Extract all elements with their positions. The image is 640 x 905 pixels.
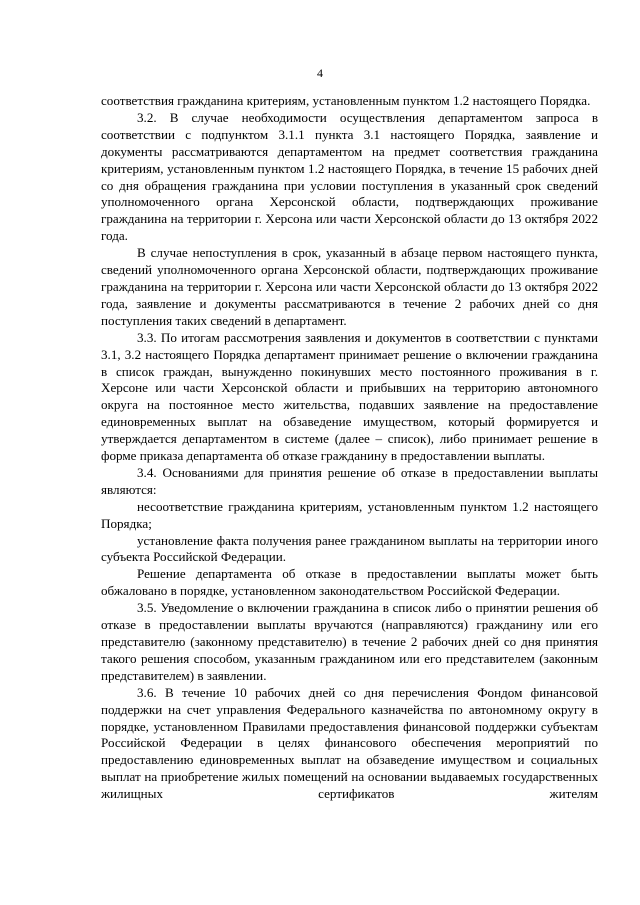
paragraph-3-2: 3.2. В случае необходимости осуществления департаментом запроса в соответствии с подпунктом 3.1.1 пункта 3.1 настоящего Порядка, заявление и документы рассматриваются департаментом на предмет соответствия гражданина критериям, установленным пунктом 1.2 настоящего Порядка, в течение 15 рабочих дней со дня обращения гражданина при условии поступления в указанный срок сведений уполномоченного органа Херсонской области, подтверждающих проживание гражданина на территории г. Херсона или части Херсонской области до 13 октября 2022 года. (101, 109, 598, 244)
paragraph-3-4: 3.4. Основаниями для принятия решение об отказе в предоставлении выплаты являются: (101, 464, 598, 497)
paragraph-3-6: 3.6. В течение 10 рабочих дней со дня перечисления Фондом финансовой поддержки на счет управления Федерального казначейства по автономному округу в порядке, установленном Правилами предоставления финансовой поддержки субъектам Российской Федерации в целях финансового обеспечения мероприятий по предоставлению единовременных выплат на обзаведение имуществом и социальных выплат на приобретение жилых помещений на основании выдаваемых государственных жилищных сертификатов жителям (101, 684, 598, 802)
paragraph-3-2-second: В случае непоступления в срок, указанный в абзаце первом настоящего пункта, сведений уполномоченного органа Херсонской области, подтверждающих проживание гражданина на территории г. Херсона или части Херсонской области до 13 октября 2022 года, заявление и документы рассматриваются в течение 2 рабочих дней со дня поступления таких сведений в департамент. (101, 245, 598, 328)
page-number: 4 (317, 66, 323, 80)
paragraph-3-4-item-2: установление факта получения ранее гражданином выплаты на территории иного субъекта Российской Федерации. (101, 532, 598, 565)
paragraph-3-5: 3.5. Уведомление о включении гражданина в список либо о принятии решения об отказе в предоставлении выплаты вручаются (направляются) гражданину или его представителю (законному представителю) в течение 2 рабочих дней со дня принятия такого решения способом, указанным гражданином или его представителем (законным представителем) в заявлении. (101, 600, 598, 683)
paragraph-3-3: 3.3. По итогам рассмотрения заявления и документов в соответствии с пунктами 3.1, 3.2 настоящего Порядка департамент принимает решение о включении гражданина в список граждан, вынужденно покинувших место постоянного проживания в г. Херсоне или части Херсонской области и прибывших на территорию автономного округа на постоянное место жительства, подавших заявление на предоставление единовременных выплат на обзаведение имуществом, который формируется и утверждается департаментом в системе (далее – список), либо принимает решение в форме приказа департамента об отказе гражданину в предоставлении выплаты. (101, 329, 598, 464)
paragraph-continuation: соответствия гражданина критериям, установленным пунктом 1.2 настоящего Порядка. (101, 93, 591, 108)
document-body (101, 93, 598, 803)
paragraph-3-4-appeal: Решение департамента об отказе в предоставлении выплаты может быть обжаловано в порядке, установленном законодательством Российской Федерации. (101, 566, 598, 599)
paragraph-3-4-item-1: несоответствие гражданина критериям, установленным пунктом 1.2 настоящего Порядка; (101, 498, 598, 531)
